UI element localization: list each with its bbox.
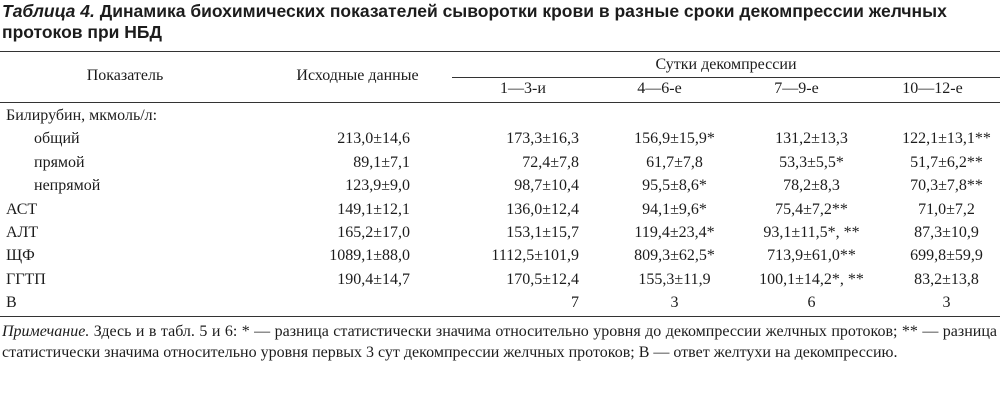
period-2-value: 155,3±11,9 — [638, 270, 711, 288]
period-4-value: 83,2±13,8 — [914, 270, 979, 288]
table-bottom-rule — [0, 316, 1000, 317]
row-indicator-name: общий — [34, 130, 80, 148]
header-decompression-days: Сутки декомпрессии — [655, 56, 797, 73]
row-indicator-name: прямой — [34, 153, 85, 171]
row-indicator-name: непрямой — [34, 177, 101, 195]
period-1-value: 98,7±10,4 — [514, 177, 579, 195]
period-1-value: 7 — [571, 294, 579, 312]
period-3-value: 100,1±14,2*, ** — [759, 270, 864, 288]
period-3-value: 6 — [807, 294, 816, 312]
table-row — [0, 268, 1000, 291]
table-row — [0, 244, 1000, 267]
table-row — [0, 291, 1000, 314]
period-3-value: 78,2±8,3 — [783, 177, 840, 195]
period-4-value: 3 — [942, 294, 951, 312]
period-3-value: 713,9±61,0** — [767, 247, 856, 265]
period-3-value — [728, 104, 865, 127]
header-bottom-rule — [0, 102, 1000, 103]
period-3-value: 75,4±7,2** — [775, 200, 848, 218]
period-2-value: 94,1±9,6* — [642, 200, 707, 218]
baseline-value: 149,1±12,1 — [337, 200, 410, 218]
table-top-rule — [0, 51, 1000, 52]
biochemistry-table — [0, 104, 1000, 315]
table-body — [0, 104, 1000, 315]
period-2-value: 3 — [670, 294, 679, 312]
header-baseline: Исходные данные — [296, 67, 419, 84]
period-2-value — [601, 104, 728, 127]
period-2-value: 95,5±8,6* — [642, 177, 707, 195]
row-indicator-name: ЩФ — [6, 247, 35, 265]
baseline-value — [243, 104, 446, 127]
period-2-value: 61,7±7,8 — [646, 153, 703, 171]
table-row — [0, 104, 1000, 127]
row-indicator-name: В — [6, 294, 17, 312]
header-period-1: 1—3-и — [500, 80, 546, 97]
caption-text: Динамика биохимических показателей сыворотки крови в разные сроки декомпрессии желчных протоков при НБД — [2, 1, 947, 42]
table-note — [2, 322, 997, 363]
period-1-value — [446, 104, 601, 127]
baseline-value: 190,4±14,7 — [337, 270, 410, 288]
row-indicator-name: Билирубин, мкмоль/л: — [6, 107, 158, 124]
table-row — [0, 174, 1000, 197]
row-indicator-name: АЛТ — [6, 224, 39, 242]
period-2-value: 119,4±23,4* — [634, 224, 715, 242]
header-period-3: 7—9-е — [774, 80, 819, 97]
note-text: Здесь и в табл. 5 и 6: * — разница статистически значима относительно уровня до декомпрессии желчных протоков; ** — разница статистически значима относительно уровня первых 3 сут декомпрессии желчных протоков; В — ответ желтухи на декомпрессию. — [2, 323, 998, 361]
period-4-value: 122,1±13,1** — [902, 130, 991, 148]
period-1-value: 153,1±15,7 — [506, 224, 579, 242]
baseline-value: 1089,1±88,0 — [329, 247, 410, 265]
table-row — [0, 221, 1000, 244]
period-1-value: 72,4±7,8 — [522, 153, 579, 171]
header-period-2: 4—6-е — [637, 80, 682, 97]
period-1-value: 1112,5±101,9 — [491, 247, 579, 265]
header-indicator: Показатель — [86, 67, 164, 84]
period-1-value: 136,0±12,4 — [506, 200, 579, 218]
row-indicator-name: ГГТП — [6, 270, 46, 288]
table-caption — [2, 1, 998, 43]
table-row — [0, 151, 1000, 174]
baseline-value: 123,9±9,0 — [345, 177, 410, 195]
row-indicator-name: АСТ — [6, 200, 38, 218]
table-row — [0, 198, 1000, 221]
period-4-value: 699,8±59,9 — [910, 247, 983, 265]
period-4-value — [865, 104, 1000, 127]
baseline-value: 165,2±17,0 — [337, 224, 410, 242]
period-4-value: 51,7±6,2** — [910, 153, 983, 171]
period-1-value: 170,5±12,4 — [506, 270, 579, 288]
period-4-value: 70,3±7,8** — [910, 177, 983, 195]
period-2-value: 809,3±62,5* — [634, 247, 715, 265]
header-subrule — [452, 77, 1000, 78]
period-2-value: 156,9±15,9* — [634, 130, 715, 148]
period-3-value: 93,1±11,5*, ** — [763, 224, 860, 242]
period-3-value: 53,3±5,5* — [779, 153, 844, 171]
header-period-4: 10—12-е — [902, 80, 963, 97]
baseline-value: 213,0±14,6 — [337, 130, 410, 148]
table-row — [0, 127, 1000, 150]
note-label: Примечание. — [2, 323, 90, 340]
period-3-value: 131,2±13,3 — [775, 130, 848, 148]
period-4-value: 71,0±7,2 — [918, 200, 975, 218]
caption-label: Таблица 4. — [2, 1, 95, 21]
period-4-value: 87,3±10,9 — [914, 224, 979, 242]
baseline-value: 89,1±7,1 — [353, 153, 410, 171]
period-1-value: 173,3±16,3 — [506, 130, 579, 148]
baseline-value — [243, 291, 446, 314]
